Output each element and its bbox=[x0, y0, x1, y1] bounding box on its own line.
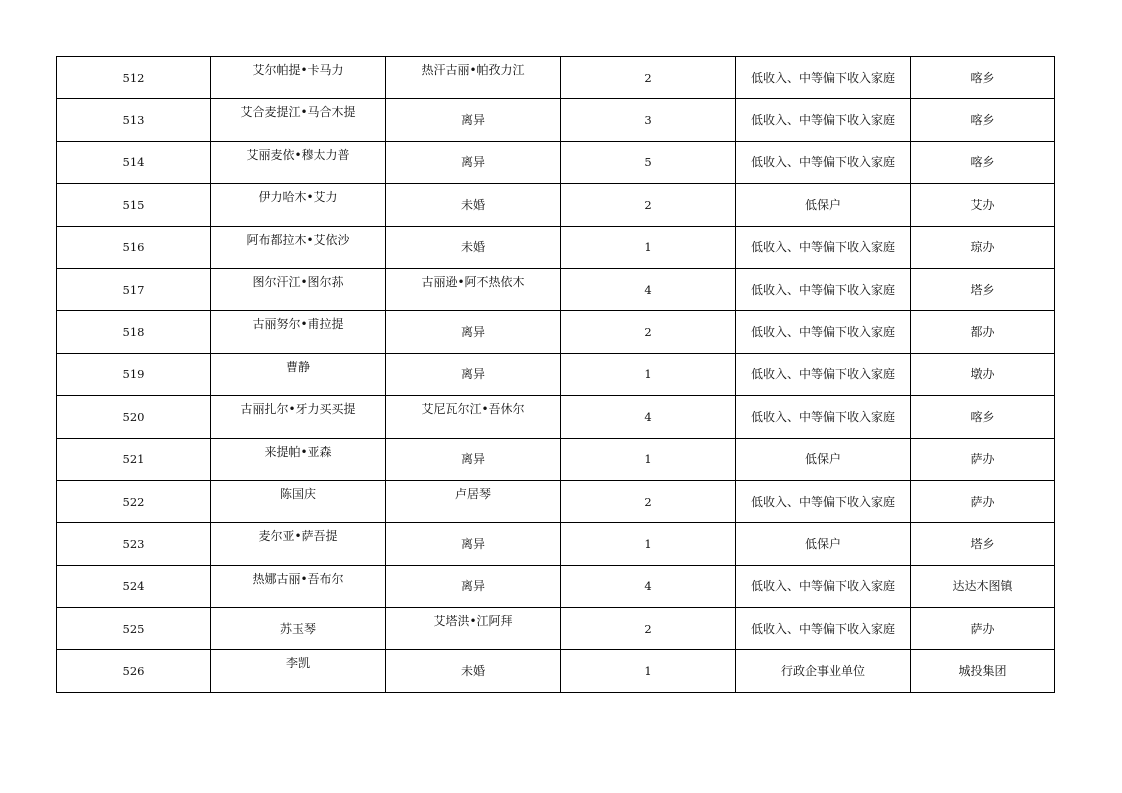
cell-serial-number: 515 bbox=[57, 184, 211, 226]
cell-household-size: 4 bbox=[561, 268, 736, 310]
cell-serial-number: 520 bbox=[57, 396, 211, 438]
table-row bbox=[57, 57, 1055, 99]
cell-spouse-or-marital-status: 离异 bbox=[386, 523, 561, 565]
cell-unit: 喀乡 bbox=[911, 99, 1055, 141]
cell-household-size: 3 bbox=[561, 99, 736, 141]
cell-unit: 喀乡 bbox=[911, 141, 1055, 183]
cell-applicant-name: 热娜古丽•吾布尔 bbox=[211, 565, 386, 607]
table-row bbox=[57, 480, 1055, 522]
table-row bbox=[57, 311, 1055, 353]
table-row bbox=[57, 608, 1055, 650]
cell-spouse-or-marital-status: 离异 bbox=[386, 141, 561, 183]
cell-household-size: 2 bbox=[561, 184, 736, 226]
cell-income-category: 低收入、中等偏下收入家庭 bbox=[736, 565, 911, 607]
cell-income-category: 低收入、中等偏下收入家庭 bbox=[736, 226, 911, 268]
cell-spouse-or-marital-status: 未婚 bbox=[386, 184, 561, 226]
cell-household-size: 1 bbox=[561, 650, 736, 692]
cell-income-category: 低保户 bbox=[736, 523, 911, 565]
table-row bbox=[57, 396, 1055, 438]
table-row bbox=[57, 141, 1055, 183]
cell-spouse-or-marital-status: 古丽逊•阿不热依木 bbox=[386, 268, 561, 310]
table-row bbox=[57, 650, 1055, 692]
cell-serial-number: 525 bbox=[57, 608, 211, 650]
cell-spouse-or-marital-status: 未婚 bbox=[386, 226, 561, 268]
cell-unit: 都办 bbox=[911, 311, 1055, 353]
cell-unit: 喀乡 bbox=[911, 396, 1055, 438]
cell-applicant-name: 麦尔亚•萨吾提 bbox=[211, 523, 386, 565]
cell-household-size: 1 bbox=[561, 523, 736, 565]
cell-applicant-name: 艾尔帕提•卡马力 bbox=[211, 57, 386, 99]
cell-applicant-name: 艾合麦提江•马合木提 bbox=[211, 99, 386, 141]
cell-income-category: 低收入、中等偏下收入家庭 bbox=[736, 396, 911, 438]
cell-spouse-or-marital-status: 未婚 bbox=[386, 650, 561, 692]
cell-unit: 墩办 bbox=[911, 353, 1055, 395]
cell-unit: 萨办 bbox=[911, 480, 1055, 522]
cell-applicant-name: 曹静 bbox=[211, 353, 386, 395]
table-row bbox=[57, 523, 1055, 565]
cell-serial-number: 526 bbox=[57, 650, 211, 692]
cell-income-category: 低收入、中等偏下收入家庭 bbox=[736, 57, 911, 99]
cell-household-size: 2 bbox=[561, 480, 736, 522]
cell-spouse-or-marital-status: 离异 bbox=[386, 353, 561, 395]
cell-household-size: 1 bbox=[561, 438, 736, 480]
cell-income-category: 低保户 bbox=[736, 184, 911, 226]
cell-income-category: 低保户 bbox=[736, 438, 911, 480]
cell-unit: 塔乡 bbox=[911, 268, 1055, 310]
cell-income-category: 低收入、中等偏下收入家庭 bbox=[736, 608, 911, 650]
cell-unit: 萨办 bbox=[911, 438, 1055, 480]
cell-income-category: 低收入、中等偏下收入家庭 bbox=[736, 268, 911, 310]
cell-spouse-or-marital-status: 卢居琴 bbox=[386, 480, 561, 522]
cell-unit: 城投集团 bbox=[911, 650, 1055, 692]
cell-income-category: 低收入、中等偏下收入家庭 bbox=[736, 353, 911, 395]
cell-serial-number: 524 bbox=[57, 565, 211, 607]
cell-household-size: 4 bbox=[561, 565, 736, 607]
cell-spouse-or-marital-status: 艾尼瓦尔江•吾休尔 bbox=[386, 396, 561, 438]
cell-income-category: 低收入、中等偏下收入家庭 bbox=[736, 141, 911, 183]
cell-serial-number: 523 bbox=[57, 523, 211, 565]
table-row bbox=[57, 438, 1055, 480]
cell-applicant-name: 艾丽麦依•穆太力普 bbox=[211, 141, 386, 183]
cell-household-size: 1 bbox=[561, 353, 736, 395]
cell-applicant-name: 伊力哈木•艾力 bbox=[211, 184, 386, 226]
cell-spouse-or-marital-status: 离异 bbox=[386, 99, 561, 141]
cell-household-size: 1 bbox=[561, 226, 736, 268]
household-table bbox=[56, 56, 1055, 693]
cell-unit: 萨办 bbox=[911, 608, 1055, 650]
cell-applicant-name: 古丽努尔•甫拉提 bbox=[211, 311, 386, 353]
cell-unit: 琼办 bbox=[911, 226, 1055, 268]
cell-income-category: 行政企事业单位 bbox=[736, 650, 911, 692]
cell-unit: 喀乡 bbox=[911, 57, 1055, 99]
cell-income-category: 低收入、中等偏下收入家庭 bbox=[736, 480, 911, 522]
table-row bbox=[57, 353, 1055, 395]
table-body bbox=[57, 57, 1055, 693]
cell-serial-number: 519 bbox=[57, 353, 211, 395]
cell-unit: 塔乡 bbox=[911, 523, 1055, 565]
cell-spouse-or-marital-status: 离异 bbox=[386, 565, 561, 607]
cell-serial-number: 516 bbox=[57, 226, 211, 268]
cell-serial-number: 521 bbox=[57, 438, 211, 480]
cell-income-category: 低收入、中等偏下收入家庭 bbox=[736, 99, 911, 141]
cell-serial-number: 522 bbox=[57, 480, 211, 522]
cell-serial-number: 518 bbox=[57, 311, 211, 353]
cell-household-size: 2 bbox=[561, 57, 736, 99]
cell-spouse-or-marital-status: 离异 bbox=[386, 311, 561, 353]
cell-serial-number: 512 bbox=[57, 57, 211, 99]
cell-unit: 艾办 bbox=[911, 184, 1055, 226]
cell-income-category: 低收入、中等偏下收入家庭 bbox=[736, 311, 911, 353]
cell-household-size: 2 bbox=[561, 608, 736, 650]
cell-applicant-name: 来提帕•亚森 bbox=[211, 438, 386, 480]
table-row bbox=[57, 565, 1055, 607]
table-row bbox=[57, 226, 1055, 268]
cell-spouse-or-marital-status: 艾塔洪•江阿拜 bbox=[386, 608, 561, 650]
table-row bbox=[57, 184, 1055, 226]
cell-spouse-or-marital-status: 热汗古丽•帕孜力江 bbox=[386, 57, 561, 99]
cell-serial-number: 513 bbox=[57, 99, 211, 141]
table-row bbox=[57, 99, 1055, 141]
cell-household-size: 4 bbox=[561, 396, 736, 438]
cell-applicant-name: 古丽扎尔•牙力买买提 bbox=[211, 396, 386, 438]
cell-applicant-name: 阿布都拉木•艾依沙 bbox=[211, 226, 386, 268]
cell-applicant-name: 图尔汗江•图尔荪 bbox=[211, 268, 386, 310]
cell-household-size: 5 bbox=[561, 141, 736, 183]
cell-household-size: 2 bbox=[561, 311, 736, 353]
cell-applicant-name: 陈国庆 bbox=[211, 480, 386, 522]
cell-unit: 达达木图镇 bbox=[911, 565, 1055, 607]
cell-serial-number: 517 bbox=[57, 268, 211, 310]
cell-spouse-or-marital-status: 离异 bbox=[386, 438, 561, 480]
cell-applicant-name: 苏玉琴 bbox=[211, 608, 386, 650]
table-row bbox=[57, 268, 1055, 310]
cell-serial-number: 514 bbox=[57, 141, 211, 183]
cell-applicant-name: 李凯 bbox=[211, 650, 386, 692]
